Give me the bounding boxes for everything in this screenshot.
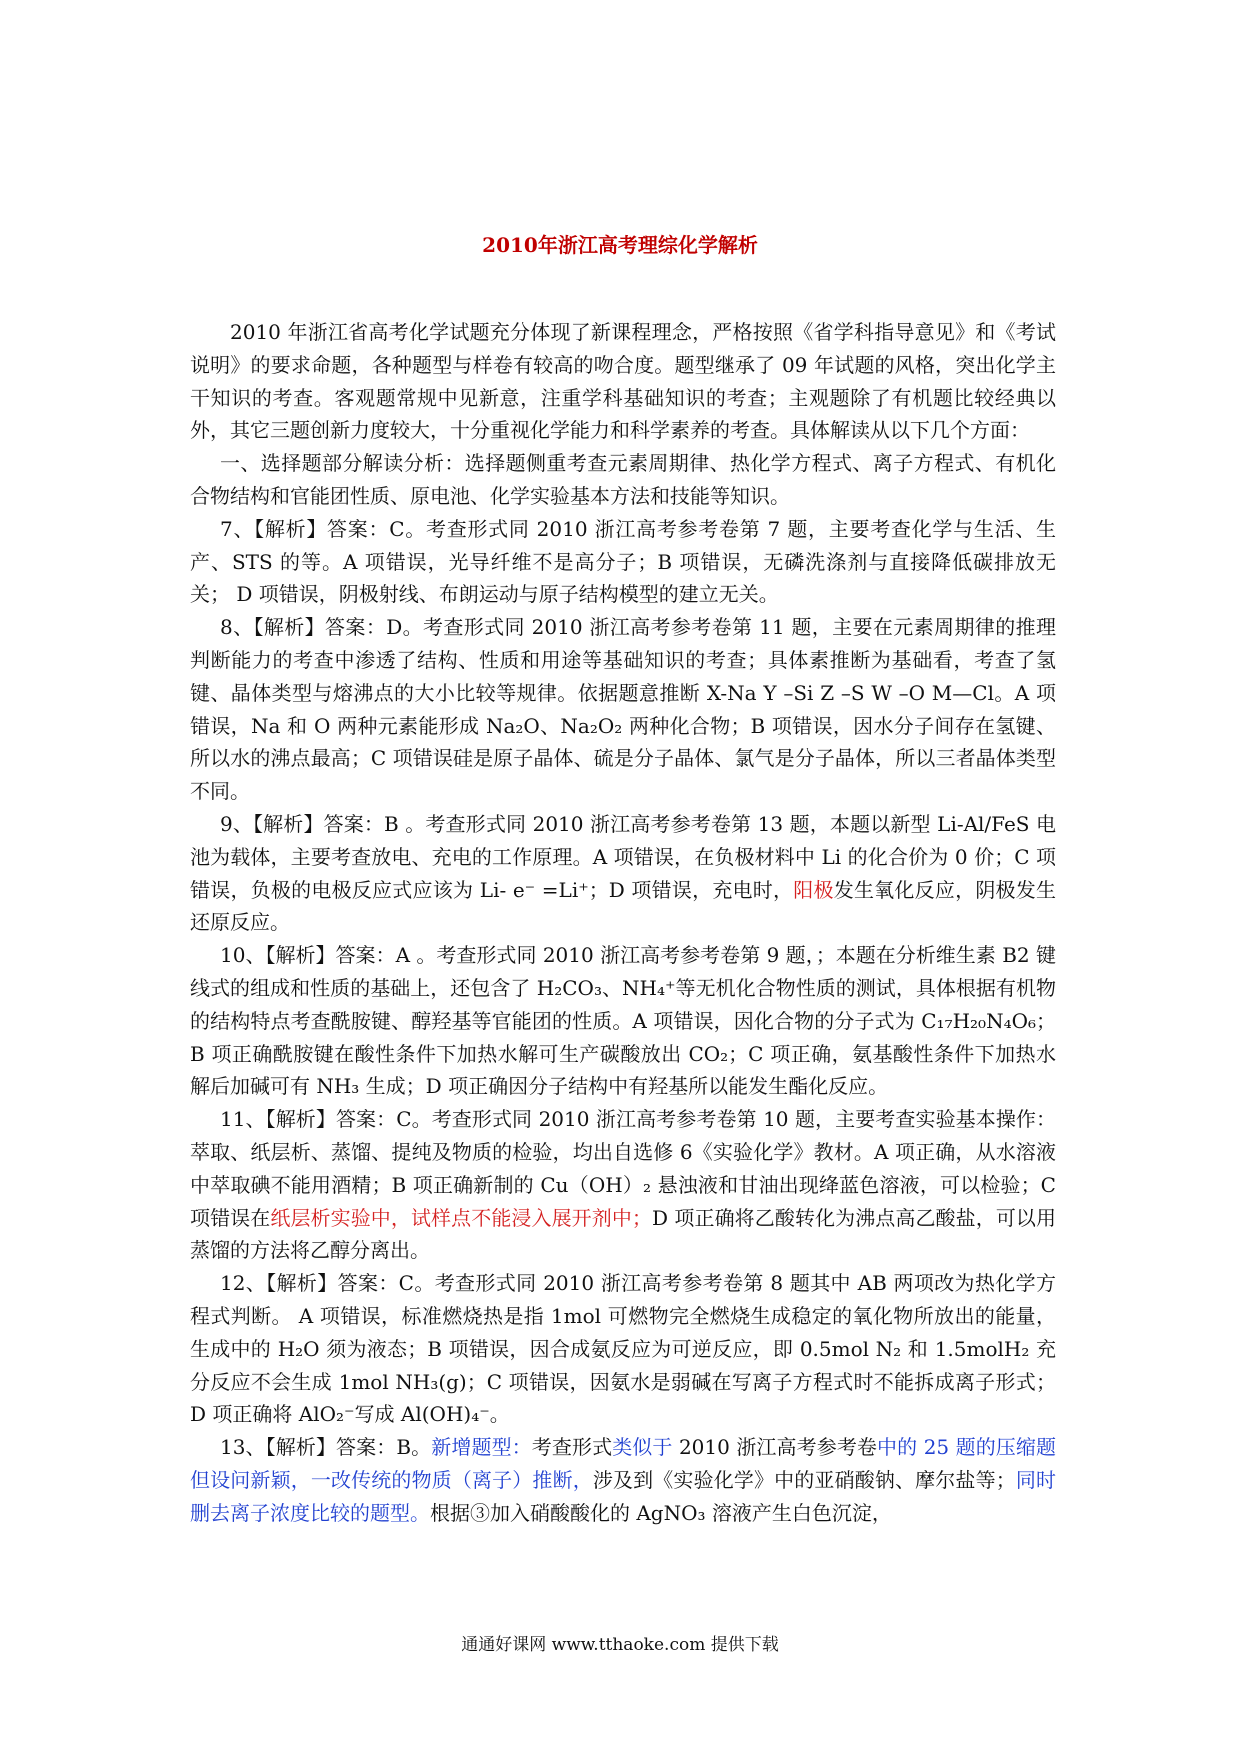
highlight-similar: 类似于 xyxy=(612,1435,673,1460)
analysis-q7: 7、【解析】答案：C。考查形式同 2010 浙江高考参考卷第 7 题，主要考查化学与生活、生产、STS 的等。A 项错误，光导纤维不是高分子；B 项错误，无磷洗涤剂与直接降低碳排放无关； D 项错误，阴极射线、布朗运动与原子结构模型的建立无关。 xyxy=(190,516,1056,607)
analysis-q9: 9、【解析】答案：B 。考查形式同 2010 浙江高考参考卷第 13 题，本题以新型 Li-Al/FeS 电池为载体，主要考查放电、充电的工作原理。A 项错误，在负极材料中 Li 的化合价为 0 价；C 项错误，负极的电极反应式应该为 Li- e⁻ =Li⁺；D 项错误，充电时，阳极发生氧化反应，阴极发生还原反应。 xyxy=(190,811,1057,935)
analysis-q10: 10、【解析】答案：A 。考查形式同 2010 浙江高考参考卷第 9 题，；本题在分析维生素 B2 键线式的组成和性质的基础上，还包含了 H₂CO₃、NH₄⁺等无机化合物性质的测试，具体根据有机物的结构特点考查酰胺键、醇羟基等官能团的性质。A 项错误，因化合物的分子式为 C₁₇H₂₀N₄O₆；B 项正确酰胺键在酸性条件下加热水解可生产碳酸放出 CO₂；C 项正确，氨基酸性条件下加热水解后加碱可有 NH₃ 生成；D 项正确因分子结构中有羟基所以能发生酯化反应。 xyxy=(190,943,1056,1099)
highlight-removed: 同时删去离子浓度比较的题型。 xyxy=(190,1467,1057,1525)
highlight-paper-chromatography: 纸层析实验中，试样点不能浸入展开剂中； xyxy=(270,1205,652,1230)
analysis-q11: 11、【解析】答案：C。考查形式同 2010 浙江高考参考卷第 10 题，主要考查实验基本操作：萃取、纸层析、蒸馏、提纯及物质的检验，均出自选修 6《实验化学》教材。A 项正确，从水溶液中萃取碘不能用酒精；B 项正确新制的 Cu（OH）₂ 悬浊液和甘油出现绛蓝色溶液，可以检验；C 项错误在纸层析实验中，试样点不能浸入展开剂中；D 项正确将乙酸转化为沸点高乙酸盐，可以用蒸馏的方法将乙醇分离出。 xyxy=(190,1107,1056,1263)
page-footer: 通通好课网 www.tthaoke.com 提供下载 xyxy=(461,1635,779,1655)
analysis-q8: 8、【解析】答案：D。考查形式同 2010 浙江高考参考卷第 11 题，主要在元素周期律的推理判断能力的考查中渗透了结构、性质和用途等基础知识的考查；具体素推断为基础看，考查了氢键、晶体类型与熔沸点的大小比较等规律。依据题意推断 X-Na Y –Si Z –S W –O M—Cl。A 项错误，Na 和 O 两种元素能形成 Na₂O、Na₂O₂ 两种化合物；B 项错误，因水分子间存在氢键、所以水的沸点最高；C 项错误硅是原子晶体、硫是分子晶体、氯气是分子晶体，所以三者晶体类型不同。 xyxy=(190,615,1056,804)
highlight-anode: 阳极 xyxy=(793,877,834,902)
highlight-q25: 中的 25 题的压缩题但设问新颖，一改传统的物质（离子）推断， xyxy=(190,1435,1057,1492)
intro-paragraph: 2010 年浙江省高考化学试题充分体现了新课程理念，严格按照《省学科指导意见》和《考试说明》的要求命题，各种题型与样卷有较高的吻合度。题型继承了 09 年试题的风格，突出化学主干知识的考查。客观题常规中见新意，注重学科基础知识的考查；主观题除了有机题比较经典以外，其它三题创新力度较大，十分重视化学能力和科学素养的考查。具体解读从以下几个方面： xyxy=(190,320,1056,443)
document-body xyxy=(190,316,1056,1529)
section-heading-multiple-choice: 一、选择题部分解读分析：选择题侧重考查元素周期律、热化学方程式、离子方程式、有机化合物结构和官能团性质、原电池、化学实验基本方法和技能等知识。 xyxy=(190,451,1056,508)
analysis-q13: 13、【解析】答案：B。新增题型：考查形式类似于 2010 浙江高考参考卷中的 25 题的压缩题但设问新颖，一改传统的物质（离子）推断，涉及到《实验化学》中的亚硝酸钠、摩尔盐等；同时删去离子浓度比较的题型。根据③加入硝酸酸化的 AgNO₃ 溶液产生白色沉淀， xyxy=(190,1435,1057,1525)
analysis-q12: 12、【解析】答案：C。考查形式同 2010 浙江高考参考卷第 8 题其中 AB 两项改为热化学方程式判断。 A 项错误，标准燃烧热是指 1mol 可燃物完全燃烧生成稳定的氧化物所放出的能量，生成中的 H₂O 须为液态；B 项错误，因合成氨反应为可逆反应，即 0.5mol N₂ 和 1.5molH₂ 充分反应不会生成 1mol NH₃(g)；C 项错误，因氨水是弱碱在写离子方程式时不能拆成离子形式；D 项正确将 AlO₂⁻写成 Al(OH)₄⁻。 xyxy=(190,1271,1056,1427)
highlight-new-type: 新增题型： xyxy=(431,1435,532,1460)
document-title: 2010年浙江高考理综化学解析 xyxy=(482,233,758,257)
